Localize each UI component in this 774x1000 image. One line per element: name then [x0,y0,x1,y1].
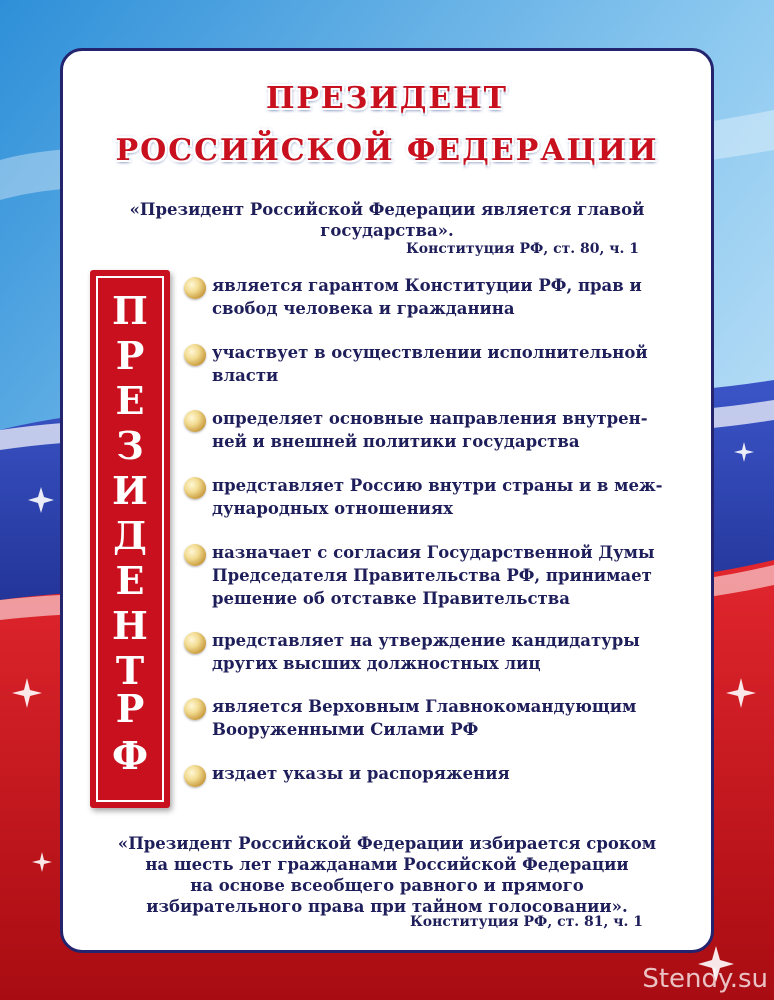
list-item-line: является Верховным Главнокомандующим [212,697,637,716]
vertical-banner [90,270,170,808]
gold-bullet-icon [184,765,206,787]
banner-letter: Т [115,648,145,693]
list-item-line: других высших должностных лиц [212,654,541,673]
list-item-line: участвует в осуществлении исполнительной [212,343,648,362]
list-item-line: власти [212,366,279,385]
list-item-line: является гарантом Конституции РФ, прав и [212,276,642,295]
quote-bottom-line1: «Президент Российской Федерации избирается сроком [117,834,657,853]
list-item-line: Вооруженными Силами РФ [212,720,479,739]
list-item-line: дународных отношениях [212,499,453,518]
banner-letter: Е [115,558,145,603]
quote-bottom-line3: на основе всеобщего равного и прямого [190,876,584,895]
list-item-text [212,762,692,785]
quote-bottom-line4: избирательного права при тайном голосовании». [146,897,628,916]
list-item-line: Председателя Правительства РФ, принимает [212,566,652,585]
banner-letter: З [116,423,144,468]
list-item-line: издает указы и распоряжения [212,764,510,783]
list-item-line: ней и внешней политики государства [212,432,580,451]
banner-word-rf [90,685,170,779]
gold-bullet-icon [184,477,206,499]
quote-bottom-source: Конституция РФ, ст. 81, ч. 1 [410,914,643,930]
list-item-line: решение об отставке Правительства [212,589,570,608]
banner-letter: Е [115,378,145,423]
gold-bullet-icon [184,277,206,299]
banner-letter: Р [115,333,145,378]
banner-word-president [90,288,170,693]
list-item-text [212,629,692,675]
watermark: Stendy.su [642,964,768,994]
list-item-line: определяет основные направления внутрен- [212,409,648,428]
banner-letter: Ф [111,733,149,778]
gold-bullet-icon [184,632,206,654]
list-item-line: назначает с согласия Государственной Думы [212,543,655,562]
list-item-line: представляет на утверждение кандидатуры [212,631,640,650]
banner-letter: П [112,288,148,333]
title-line1: ПРЕЗИДЕНТ [266,81,508,116]
banner-letter: И [112,468,148,513]
banner-letter: Р [115,686,145,731]
title-line2: РОССИЙСКОЙ ФЕДЕРАЦИИ [115,133,659,168]
list-item-text [212,274,692,320]
list-item-text [212,341,692,387]
list-item-text [212,474,692,520]
gold-bullet-icon [184,410,206,432]
banner-letter: Н [112,603,148,648]
list-item-text [212,407,692,453]
quote-top-line1: «Президент Российской Федерации является главой [129,200,645,219]
list-item-line: представляет Россию внутри страны и в меж- [212,476,663,495]
gold-bullet-icon [184,344,206,366]
banner-letter: Д [113,513,147,558]
constitution-quote-bottom [103,833,671,917]
list-item-text [212,541,692,610]
gold-bullet-icon [184,544,206,566]
gold-bullet-icon [184,698,206,720]
quote-top-source: Конституция РФ, ст. 80, ч. 1 [406,241,639,257]
constitution-quote-top [103,199,671,241]
list-item-text [212,695,692,741]
list-item-line: свобод человека и гражданина [212,299,515,318]
quote-top-line2: государства». [320,221,454,240]
quote-bottom-line2: на шесть лет гражданами Российской Федерации [145,855,629,874]
